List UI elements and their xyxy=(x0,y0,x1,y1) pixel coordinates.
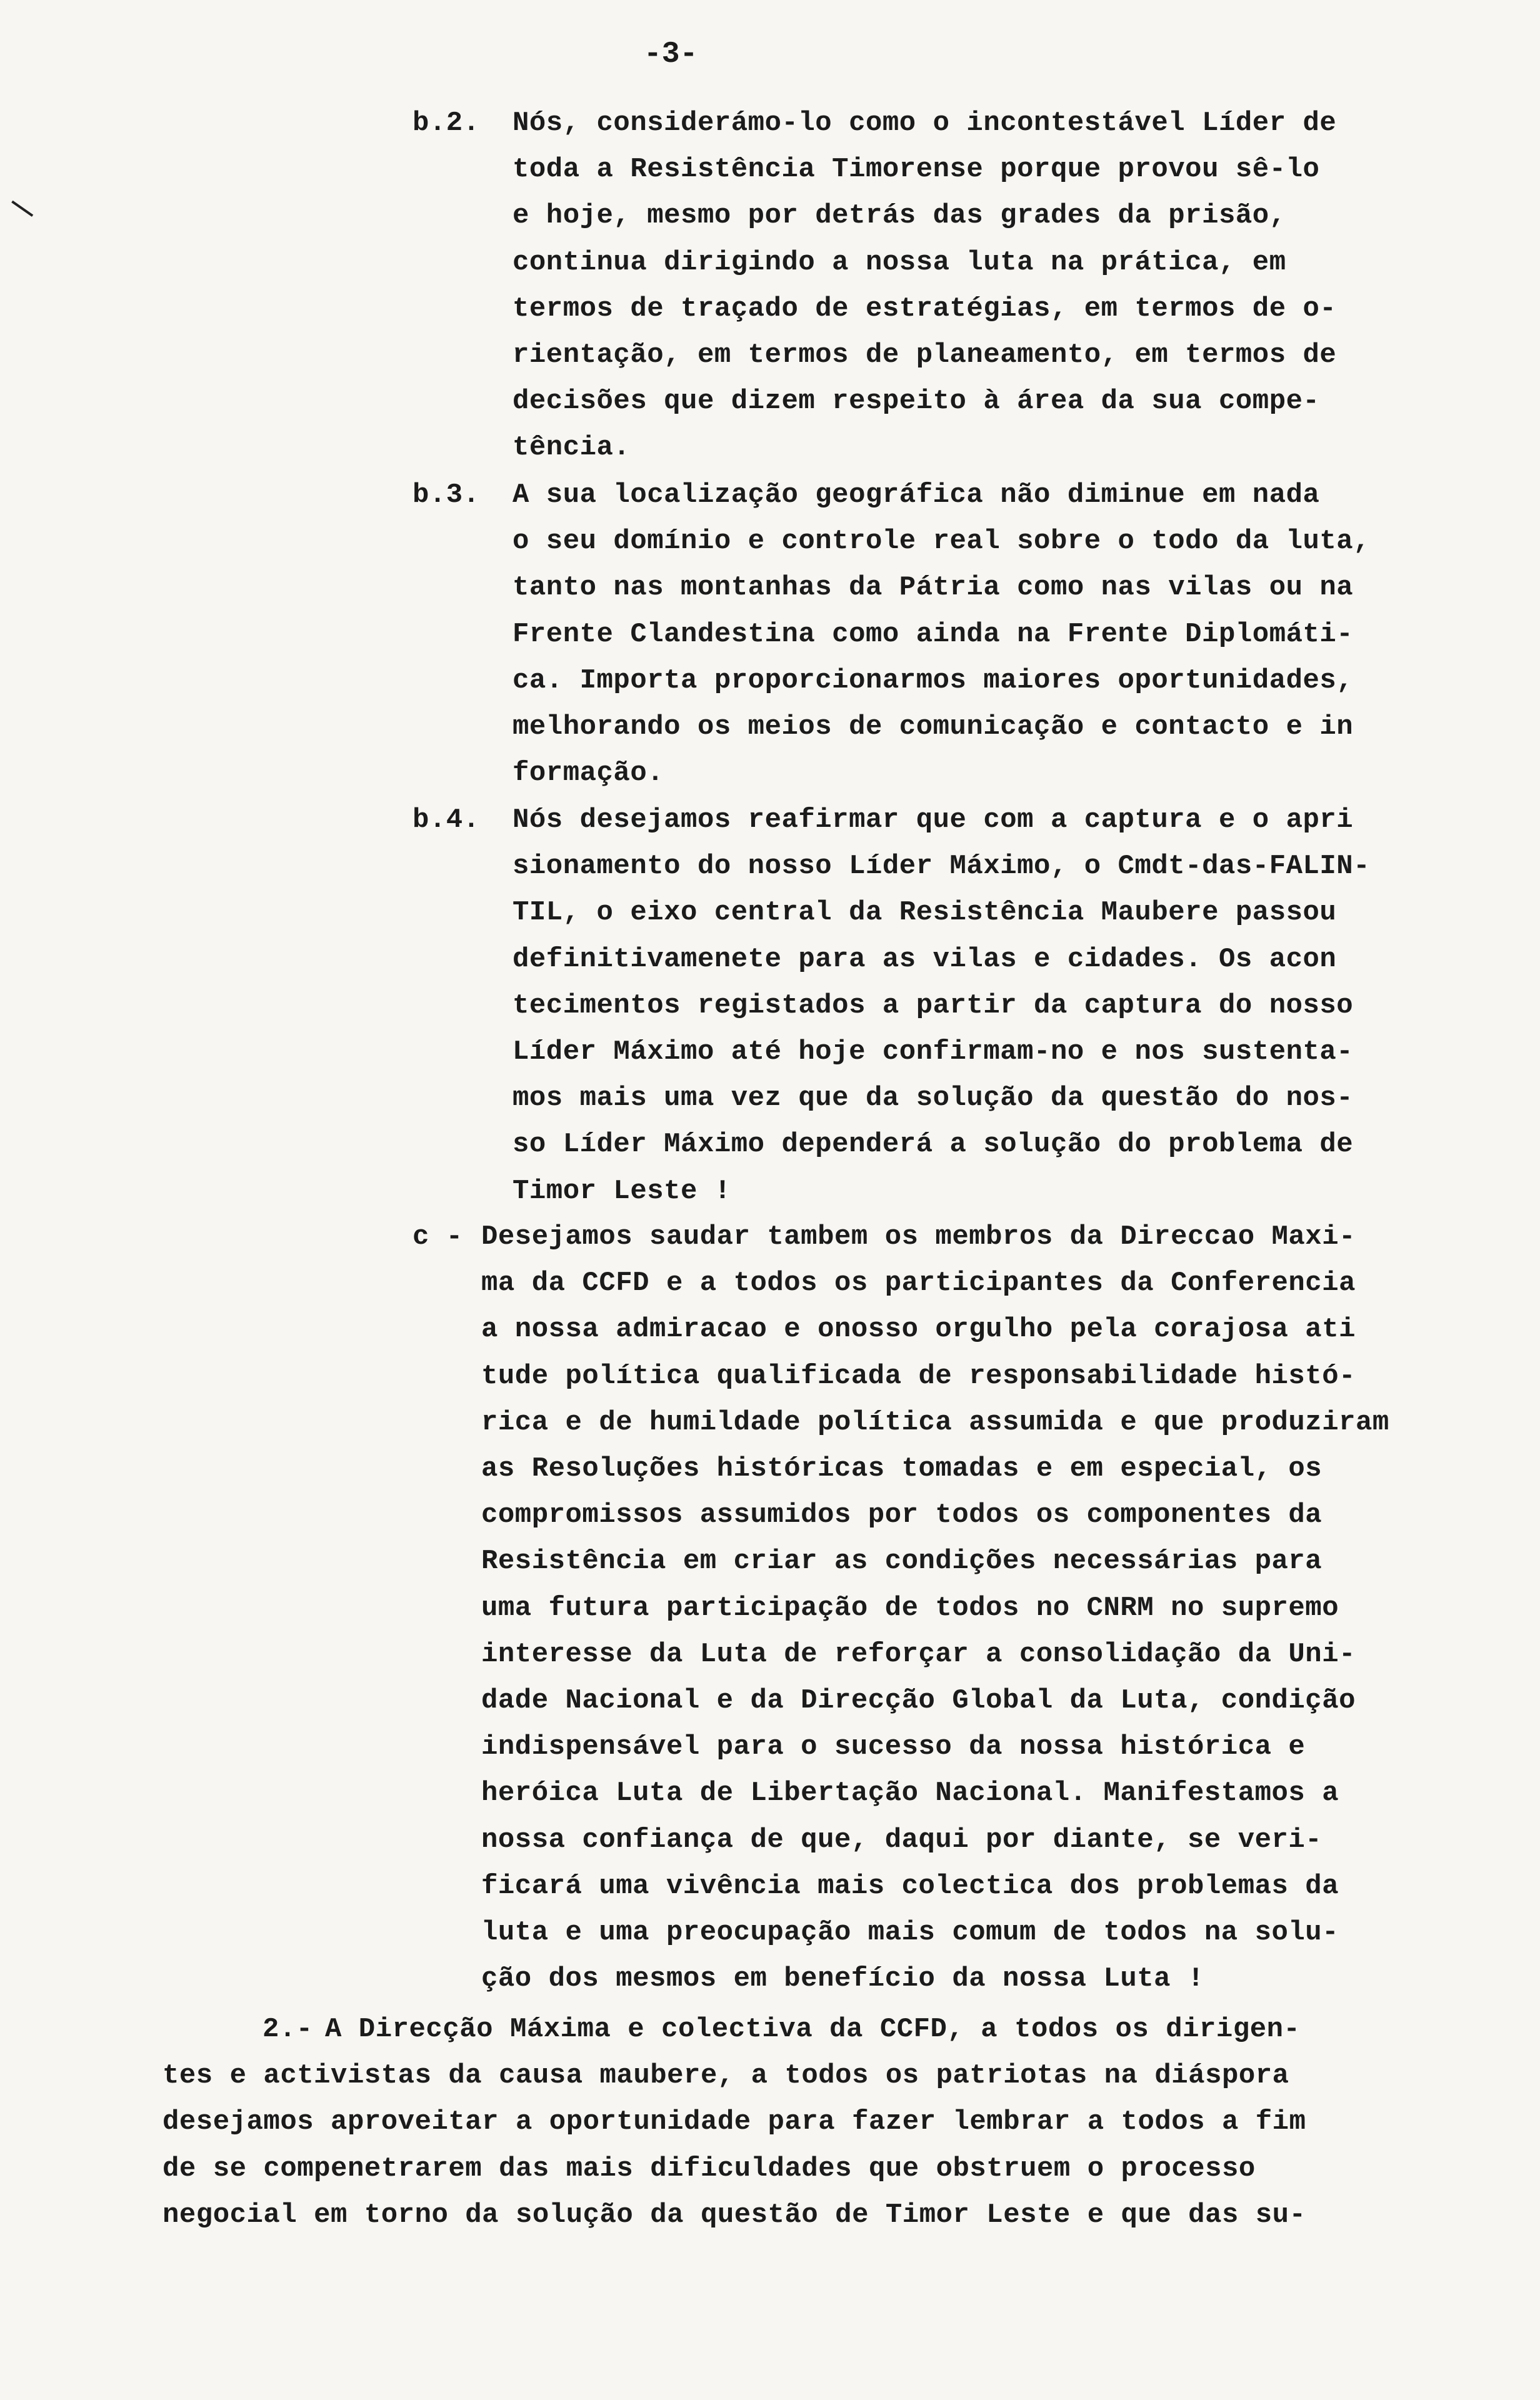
text-line: Desejamos saudar tambem os membros da Direccao Maxi- xyxy=(481,1221,1356,1252)
text-line: compromissos assumidos por todos os componentes da xyxy=(481,1499,1322,1531)
text-line: A Direcção Máxima e colectiva da CCFD, a todos os dirigen- xyxy=(325,2014,1301,2045)
text-line: as Resoluções históricas tomadas e em especial, os xyxy=(481,1453,1322,1485)
paragraph-c xyxy=(412,1214,1475,2002)
text-line: indispensável para o sucesso da nossa histórica e xyxy=(481,1731,1306,1763)
text-line: decisões que dizem respeito à área da sua compe- xyxy=(512,386,1320,418)
text-line: Líder Máximo até hoje confirmam-no e nos sustenta- xyxy=(512,1036,1354,1068)
text-line: uma futura participação de todos no CNRM no supremo xyxy=(481,1592,1339,1624)
text-line: so Líder Máximo dependerá a solução do problema de xyxy=(512,1129,1354,1161)
text-line: definitivamenete para as vilas e cidades. Os acon xyxy=(512,943,1337,975)
text-line: termos de traçado de estratégias, em termos de o- xyxy=(512,292,1337,324)
text-line: continua dirigindo a nossa luta na prática, em xyxy=(512,246,1286,278)
text-line: ca. Importa proporcionarmos maiores oportunidades, xyxy=(512,664,1354,696)
text-line: e hoje, mesmo por detrás das grades da prisão, xyxy=(512,200,1286,232)
paragraph-label: c - xyxy=(412,1221,463,1252)
paragraph-label: b.3. xyxy=(412,479,480,511)
text-line: tanto nas montanhas da Pátria como nas vilas ou na xyxy=(512,572,1354,604)
text-line: sionamento do nosso Líder Máximo, o Cmdt-das-FALIN- xyxy=(512,851,1371,882)
text-line: Frente Clandestina como ainda na Frente Diplomáti- xyxy=(512,618,1354,650)
text-line: TIL, o eixo central da Resistência Maubere passou xyxy=(512,897,1337,929)
text-line: nossa confiança de que, daqui por diante, se veri- xyxy=(481,1824,1322,1856)
text-line: ficará uma vivência mais colectica dos problemas da xyxy=(481,1870,1339,1902)
text-line: Resistência em criar as condições necessárias para xyxy=(481,1546,1322,1578)
paragraph-label: b.2. xyxy=(412,108,480,139)
text-line: dade Nacional e da Direcção Global da Luta, condição xyxy=(481,1685,1356,1717)
paragraph-label: 2.- xyxy=(262,2014,313,2045)
paragraph-b2 xyxy=(412,100,1475,471)
text-line: desejamos aproveitar a oportunidade para fazer lembrar a todos a fim xyxy=(162,2106,1306,2138)
text-line: ma da CCFD e a todos os participantes da Conferencia xyxy=(481,1268,1356,1299)
text-line: tes e activistas da causa maubere, a todos os patriotas na diáspora xyxy=(162,2060,1289,2092)
page-number: -3- xyxy=(644,38,698,71)
paragraph-label: b.4. xyxy=(412,804,480,836)
text-line: A sua localização geográfica não diminue em nada xyxy=(512,479,1320,511)
text-line: formação. xyxy=(512,758,664,789)
text-line: ção dos mesmos em benefício da nossa Luta ! xyxy=(481,1963,1204,1995)
text-line: rica e de humildade política assumida e que produziram xyxy=(481,1406,1389,1438)
paragraph-2 xyxy=(162,2006,1506,2238)
text-line: interesse da Luta de reforçar a consolidação da Uni- xyxy=(481,1638,1356,1670)
text-line: negocial em torno da solução da questão de Timor Leste e que das su- xyxy=(162,2199,1306,2231)
text-line: toda a Resistência Timorense porque provou sê-lo xyxy=(512,154,1320,186)
text-line: de se compenetrarem das mais dificuldades que obstruem o processo xyxy=(162,2152,1256,2184)
text-line: a nossa admiracao e onosso orgulho pela corajosa ati xyxy=(481,1314,1356,1346)
text-line: o seu domínio e controle real sobre o todo da luta, xyxy=(512,526,1371,558)
text-line: luta e uma preocupação mais comum de todos na solu- xyxy=(481,1917,1339,1949)
text-line: melhorando os meios de comunicação e contacto e in xyxy=(512,711,1354,743)
paragraph-b3 xyxy=(412,472,1475,796)
text-line: rientação, em termos de planeamento, em termos de xyxy=(512,339,1337,371)
margin-pen-mark xyxy=(4,201,34,228)
text-line: Timor Leste ! xyxy=(512,1175,731,1207)
paragraph-b4 xyxy=(412,797,1475,1214)
text-line: heróica Luta de Libertação Nacional. Manifestamos a xyxy=(481,1778,1339,1809)
text-line: Nós, considerámo-lo como o incontestável Líder de xyxy=(512,108,1337,139)
text-line: mos mais uma vez que da solução da questão do nos- xyxy=(512,1082,1354,1114)
text-line: tecimentos registados a partir da captura do nosso xyxy=(512,989,1354,1021)
text-line: tude política qualificada de responsabilidade histó- xyxy=(481,1360,1356,1392)
text-line: tência. xyxy=(512,432,631,464)
text-line: Nós desejamos reafirmar que com a captura e o apri xyxy=(512,804,1354,836)
